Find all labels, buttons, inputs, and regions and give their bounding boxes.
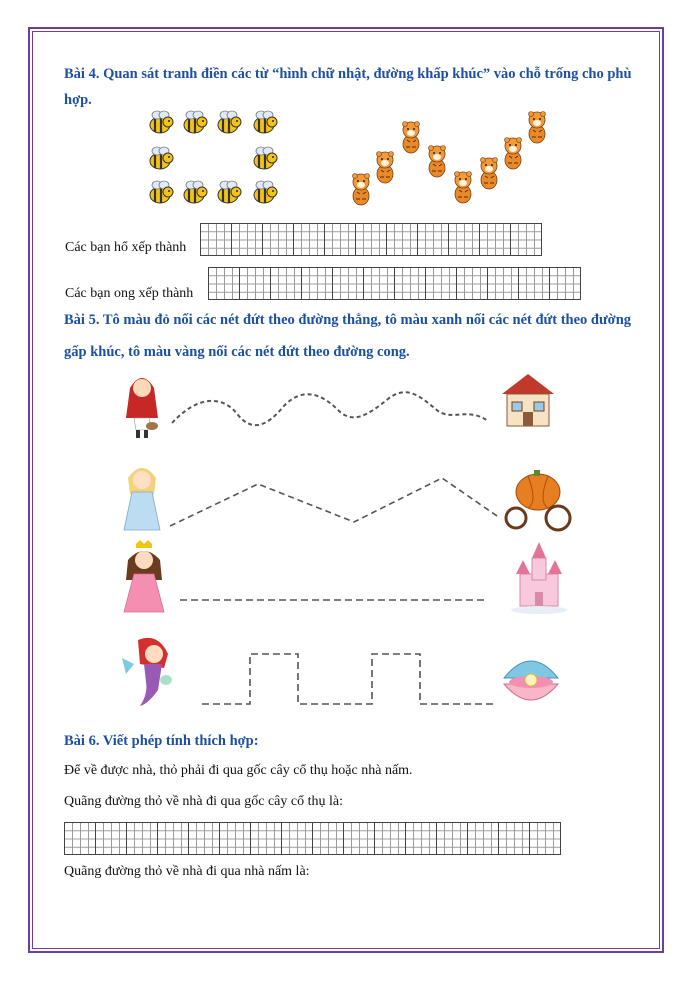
- mermaid-icon: [118, 634, 180, 708]
- red-riding-hood-icon: [122, 368, 162, 440]
- exercise-6-intro: Để về được nhà, thỏ phải đi qua gốc cây cổ thụ hoặc nhà nấm.: [64, 763, 413, 778]
- exercise-4-title: Bài 4. Quan sát tranh điền các từ “hình chữ nhật, đường khấp khúc” vào chỗ trống cho phù hợp.: [64, 66, 632, 108]
- tiger-answer-grid[interactable]: [200, 223, 541, 256]
- straight-path: [178, 596, 488, 604]
- exercise-6-question-tree: Quãng đường thỏ về nhà đi qua gốc cây cổ thụ là:: [64, 794, 343, 809]
- exercise-6-title: Bài 6. Viết phép tính thích hợp:: [64, 733, 259, 749]
- bee-answer-grid[interactable]: [208, 267, 580, 300]
- tree-answer-grid[interactable]: [64, 822, 560, 855]
- curve-path: [168, 385, 498, 435]
- castle-icon: [510, 540, 568, 614]
- princess-pink-icon: [120, 540, 168, 614]
- princess-blue-icon: [120, 460, 164, 532]
- zigzag-path: [166, 478, 506, 530]
- pumpkin-carriage-icon: [500, 462, 574, 534]
- bee-answer-label: Các bạn ong xếp thành: [65, 286, 194, 301]
- house-icon: [498, 370, 558, 428]
- tiger-answer-label: Các bạn hổ xếp thành: [65, 240, 187, 255]
- tigers-zigzag-illustration: [348, 108, 553, 208]
- exercise-6-question-mushroom: Quãng đường thỏ về nhà đi qua nhà nấm là:: [64, 864, 310, 879]
- shell-icon: [500, 650, 562, 712]
- bees-rectangle-illustration: [146, 108, 286, 212]
- exercise-5-title: Bài 5. Tô màu đỏ nối các nét đứt theo đường thẳng, tô màu xanh nối các nét đứt theo đường gấp khúc, tô màu vàng nối các nét đứt theo đường cong.: [64, 312, 632, 360]
- square-wave-path: [198, 648, 498, 708]
